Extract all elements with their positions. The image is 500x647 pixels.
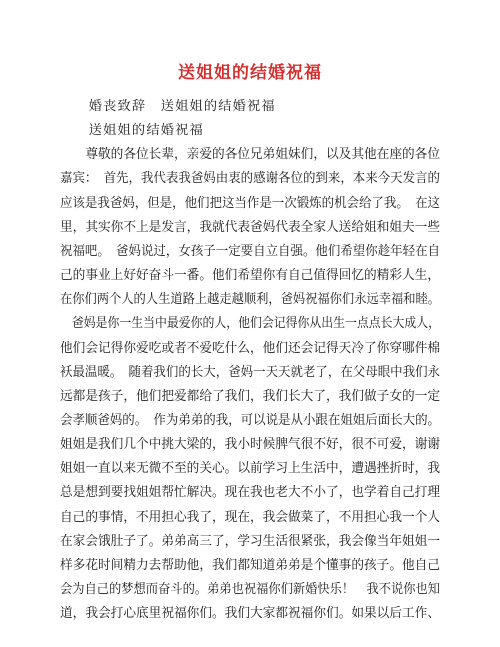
body-line: 总是想到要找姐姐帮忙解决。现在我也老大不小了，也学着自己打理 [60, 485, 440, 501]
document-title: 送姐姐的结婚祝福 [178, 63, 322, 83]
body-line: 送姐姐的结婚祝福 [60, 123, 204, 139]
body-line: 尊敬的各位长辈，亲爱的各位兄弟姐妹们，以及其他在座的各位 [60, 147, 440, 163]
body-line: 应该是我爸妈，但是，他们把这当作是一次锻炼的机会给了我。 在这 [60, 195, 440, 211]
body-line: 己的事业上好好奋斗一番。他们希望你有自己值得回忆的精彩人生， [60, 268, 440, 284]
body-line: 自己的事情，不用担心我了，现在，我会做菜了，不用担心我一个人 [60, 509, 440, 525]
body-line: 他们会记得你爱吃或者不爱吃什么，他们还会记得天冷了你穿哪件棉 [60, 340, 440, 356]
body-line: 祝福吧。 爸妈说过，女孩子一定要自立自强。他们希望你趁年轻在自 [60, 243, 440, 259]
body-line: 道，我会打心底里祝福你们。我们大家都祝福你们。如果以后工作、 [60, 606, 440, 622]
body-line: 样多花时间精力去帮助他，我们都知道弟弟是个懂事的孩子。他自己 [60, 557, 440, 573]
body-line: 婚丧致辞 送姐姐的结婚祝福 [60, 99, 276, 114]
body-line: 在家会饿肚子了。弟弟高三了，学习生活很紧张，我会像当年姐姐一 [60, 533, 440, 549]
body-line: 在你们两个人的人生道路上越走越顺利，爸妈祝福你们永远幸福和睦。 [60, 292, 440, 308]
body-line: 袄最温暖。 随着我们的长大，爸妈一天天就老了，在父母眼中我们永 [60, 364, 440, 380]
body-line: 姐姐一直以来无微不至的关心。以前学习上生活中，遭遇挫折时，我 [60, 461, 440, 477]
body-line: 爸妈是你一生当中最爱你的人，他们会记得你从出生一点点长大成人， [60, 316, 440, 332]
body-line: 嘉宾： 首先，我代表我爸妈由衷的感谢各位的到来，本来今天发言的 [60, 171, 440, 187]
body-line: 会孝顺爸妈的。 作为弟弟的我，可以说是从小跟在姐姐后面长大的。 [60, 412, 440, 428]
body-line: 会为自己的梦想而奋斗的。弟弟也祝福你们新婚快乐！ 我不说你也知 [60, 582, 440, 597]
body-line: 远都是孩子，他们把爱都给了我们，我们长大了，我们做子女的一定 [60, 388, 440, 404]
body-line: 里，其实你不上是发言，我就代表爸妈代表全家人送给姐和姐夫一些 [60, 219, 440, 235]
body-line: 姐姐是我们几个中挑大梁的，我小时候脾气很不好，很不可爱，谢谢 [60, 437, 440, 453]
